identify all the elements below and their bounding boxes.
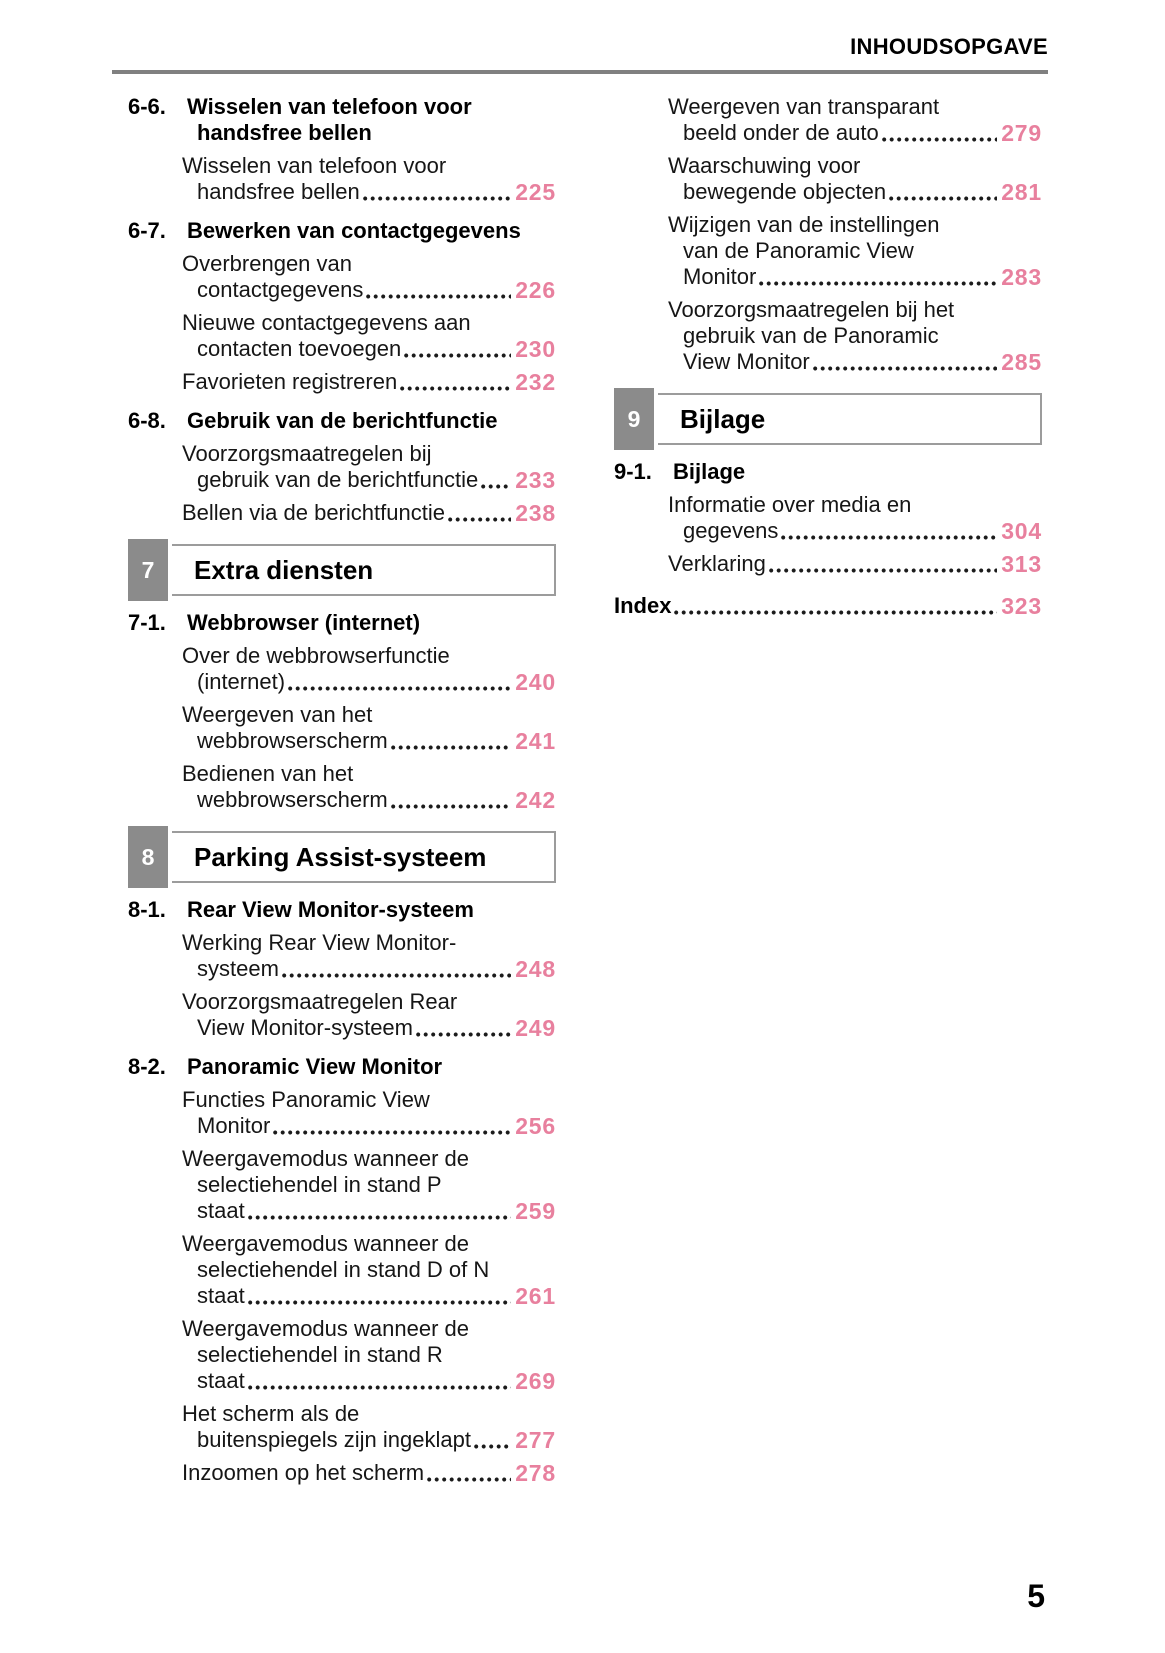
page-ref: 283 <box>1001 264 1042 290</box>
section-title-line: handsfree bellen <box>197 120 372 145</box>
page-ref: 281 <box>1001 179 1042 205</box>
toc-entry <box>128 441 556 493</box>
toc-section-heading <box>128 610 556 636</box>
entry-text: (internet) <box>197 669 286 694</box>
entry-line <box>668 518 1042 544</box>
entry-text: handsfree bellen <box>197 179 360 204</box>
toc-section-heading <box>128 1054 556 1080</box>
entry-line <box>182 369 556 395</box>
toc-entry <box>128 310 556 362</box>
entry-line: Bedienen van het <box>182 761 354 786</box>
entry-text: Monitor <box>683 264 757 289</box>
page-ref: 285 <box>1001 349 1042 375</box>
entry-line: Voorzorgsmaatregelen Rear <box>182 989 458 1014</box>
page-ref: 256 <box>515 1113 556 1139</box>
dot-leader <box>427 1477 511 1482</box>
dot-leader <box>674 610 997 615</box>
toc-entry <box>128 1146 556 1224</box>
entry-line: Waarschuwing voor <box>668 153 861 178</box>
entry-text: Index <box>614 593 672 618</box>
page-number: 5 <box>1027 1578 1045 1614</box>
toc-entry <box>128 1316 556 1394</box>
entry-line <box>668 349 1042 375</box>
header-rule <box>112 70 1048 74</box>
toc-entry <box>614 297 1042 375</box>
dot-leader <box>366 294 511 299</box>
entry-line: Weergavemodus wanneer de <box>182 1231 469 1256</box>
toc-section-heading <box>128 408 556 434</box>
section-title-line: Wisselen van telefoon voor <box>187 94 472 119</box>
entry-line: Over de webbrowserfunctie <box>182 643 450 668</box>
dot-leader <box>273 1130 511 1135</box>
entry-text: staat <box>197 1368 245 1393</box>
entry-text: View Monitor <box>683 349 810 374</box>
dot-leader <box>416 1032 511 1037</box>
toc-entry <box>128 369 556 395</box>
entry-line: selectiehendel in stand R <box>197 1342 443 1367</box>
entry-line <box>182 277 556 303</box>
dot-leader <box>889 196 997 201</box>
section-title <box>187 94 556 146</box>
entry-text: Bellen via de berichtfunctie <box>182 500 445 525</box>
entry-text: Verklaring <box>668 551 766 576</box>
entry-line <box>182 500 556 526</box>
entry-line <box>668 551 1042 577</box>
page-ref: 269 <box>515 1368 556 1394</box>
entry-line <box>182 1427 556 1453</box>
toc-entry <box>128 702 556 754</box>
section-title <box>187 218 556 244</box>
dot-leader <box>391 804 511 809</box>
entry-line: selectiehendel in stand P <box>197 1172 442 1197</box>
page-ref: 238 <box>515 500 556 526</box>
dot-leader <box>781 535 997 540</box>
entry-line <box>182 1198 556 1224</box>
dot-leader <box>448 517 511 522</box>
page-ref: 279 <box>1001 120 1042 146</box>
toc-columns <box>128 94 1042 1486</box>
entry-text: gegevens <box>683 518 779 543</box>
entry-text: webbrowserscherm <box>197 728 388 753</box>
section-title-line: Webbrowser (internet) <box>187 610 421 635</box>
section-title-line: Bijlage <box>673 459 746 484</box>
entry-text: beeld onder de auto <box>683 120 879 145</box>
toc-section-heading <box>614 459 1042 485</box>
page-ref: 323 <box>1001 593 1042 619</box>
page-ref: 304 <box>1001 518 1042 544</box>
page-ref: 261 <box>515 1283 556 1309</box>
entry-line: Wijzigen van de instellingen <box>668 212 940 237</box>
chapter-number-badge: 7 <box>128 539 172 601</box>
entry-text: buitenspiegels zijn ingeklapt <box>197 1427 471 1452</box>
entry-line: Weergavemodus wanneer de <box>182 1316 469 1341</box>
toc-entry <box>128 1231 556 1309</box>
page-ref: 313 <box>1001 551 1042 577</box>
entry-text: gebruik van de berichtfunctie <box>197 467 479 492</box>
chapter-number-badge: 9 <box>614 388 658 450</box>
entry-text: contacten toevoegen <box>197 336 402 361</box>
toc-entry <box>128 989 556 1041</box>
toc-section-heading <box>128 897 556 923</box>
section-number: 6-8. <box>128 408 166 433</box>
entry-line <box>182 1460 556 1486</box>
page-ref: 240 <box>515 669 556 695</box>
page-title: INHOUDSOPGAVE <box>850 34 1048 59</box>
section-number: 9-1. <box>614 459 652 484</box>
dot-leader <box>248 1300 512 1305</box>
dot-leader <box>404 353 511 358</box>
toc-section-heading <box>128 94 556 146</box>
toc-column-left <box>128 94 556 1486</box>
toc-entry <box>614 212 1042 290</box>
entry-text: systeem <box>197 956 279 981</box>
dot-leader <box>363 196 512 201</box>
page-ref: 259 <box>515 1198 556 1224</box>
section-number: 8-1. <box>128 897 166 922</box>
dot-leader <box>759 281 997 286</box>
entry-line: Voorzorgsmaatregelen bij het <box>668 297 955 322</box>
entry-line: Weergeven van transparant <box>668 94 940 119</box>
entry-text: View Monitor-systeem <box>197 1015 413 1040</box>
section-title <box>187 1054 556 1080</box>
section-title-line: Bewerken van contactgegevens <box>187 218 521 243</box>
section-number: 6-7. <box>128 218 166 243</box>
dot-leader <box>288 686 511 691</box>
section-number: 6-6. <box>128 94 166 119</box>
dot-leader <box>474 1444 511 1449</box>
entry-line: Overbrengen van <box>182 251 352 276</box>
toc-entry <box>614 551 1042 577</box>
entry-line: selectiehendel in stand D of N <box>197 1257 490 1282</box>
toc-entry <box>128 643 556 695</box>
entry-line <box>668 120 1042 146</box>
entry-line <box>182 956 556 982</box>
section-title <box>187 408 556 434</box>
toc-entry <box>128 1401 556 1453</box>
entry-line <box>182 1113 556 1139</box>
page-ref: 226 <box>515 277 556 303</box>
toc-entry <box>128 153 556 205</box>
page-ref: 233 <box>515 467 556 493</box>
toc-entry <box>128 930 556 982</box>
page-ref: 249 <box>515 1015 556 1041</box>
dot-leader <box>481 484 511 489</box>
section-number: 8-2. <box>128 1054 166 1079</box>
page-ref: 230 <box>515 336 556 362</box>
entry-line <box>668 264 1042 290</box>
dot-leader <box>769 568 997 573</box>
chapter-box <box>128 544 556 596</box>
section-number: 7-1. <box>128 610 166 635</box>
entry-line: Weergeven van het <box>182 702 373 727</box>
index-entry <box>614 593 1042 619</box>
page-ref: 277 <box>515 1427 556 1453</box>
entry-line: Informatie over media en <box>668 492 912 517</box>
chapter-title: Extra diensten <box>194 555 374 585</box>
entry-line <box>182 787 556 813</box>
entry-text: Inzoomen op het scherm <box>182 1460 425 1485</box>
page-ref: 232 <box>515 369 556 395</box>
dot-leader <box>400 386 511 391</box>
entry-line <box>182 1015 556 1041</box>
entry-line <box>182 467 556 493</box>
toc-section-heading <box>128 218 556 244</box>
entry-line: Wisselen van telefoon voor <box>182 153 447 178</box>
page-ref: 248 <box>515 956 556 982</box>
toc-entry <box>614 492 1042 544</box>
entry-line: Functies Panoramic View <box>182 1087 430 1112</box>
entry-text: Monitor <box>197 1113 271 1138</box>
entry-line <box>182 669 556 695</box>
entry-text: webbrowserscherm <box>197 787 388 812</box>
entry-line <box>182 1283 556 1309</box>
toc-entry <box>128 1460 556 1486</box>
toc-entry <box>128 1087 556 1139</box>
section-title-line: Rear View Monitor-systeem <box>187 897 474 922</box>
entry-text: Favorieten registreren <box>182 369 398 394</box>
entry-line <box>182 1368 556 1394</box>
entry-line <box>182 728 556 754</box>
section-title <box>673 459 1042 485</box>
page-ref: 278 <box>515 1460 556 1486</box>
toc-column-right <box>614 94 1042 1486</box>
entry-text: contactgegevens <box>197 277 364 302</box>
toc-entry <box>614 94 1042 146</box>
chapter-box <box>128 831 556 883</box>
entry-line <box>182 179 556 205</box>
dot-leader <box>282 973 511 978</box>
entry-line <box>668 179 1042 205</box>
chapter-box <box>614 393 1042 445</box>
section-title-line: Panoramic View Monitor <box>187 1054 443 1079</box>
chapter-title: Parking Assist-systeem <box>194 842 487 872</box>
entry-text: staat <box>197 1198 245 1223</box>
dot-leader <box>882 137 997 142</box>
chapter-title: Bijlage <box>680 404 766 434</box>
dot-leader <box>248 1385 512 1390</box>
entry-line: Weergavemodus wanneer de <box>182 1146 469 1171</box>
dot-leader <box>813 366 997 371</box>
chapter-number-badge: 8 <box>128 826 172 888</box>
page-ref: 225 <box>515 179 556 205</box>
section-title-line: Gebruik van de berichtfunctie <box>187 408 498 433</box>
entry-line: Voorzorgsmaatregelen bij <box>182 441 432 466</box>
entry-line <box>614 593 1042 619</box>
entry-line <box>182 336 556 362</box>
entry-text: bewegende objecten <box>683 179 887 204</box>
dot-leader <box>391 745 511 750</box>
toc-entry <box>128 761 556 813</box>
entry-line: Nieuwe contactgegevens aan <box>182 310 471 335</box>
entry-line: Werking Rear View Monitor- <box>182 930 457 955</box>
entry-text: staat <box>197 1283 245 1308</box>
dot-leader <box>248 1215 512 1220</box>
toc-entry <box>128 500 556 526</box>
toc-entry <box>128 251 556 303</box>
page-ref: 241 <box>515 728 556 754</box>
section-title <box>187 897 556 923</box>
entry-line: gebruik van de Panoramic <box>683 323 939 348</box>
toc-entry <box>614 153 1042 205</box>
entry-line: van de Panoramic View <box>683 238 914 263</box>
section-title <box>187 610 556 636</box>
page-ref: 242 <box>515 787 556 813</box>
entry-line: Het scherm als de <box>182 1401 360 1426</box>
